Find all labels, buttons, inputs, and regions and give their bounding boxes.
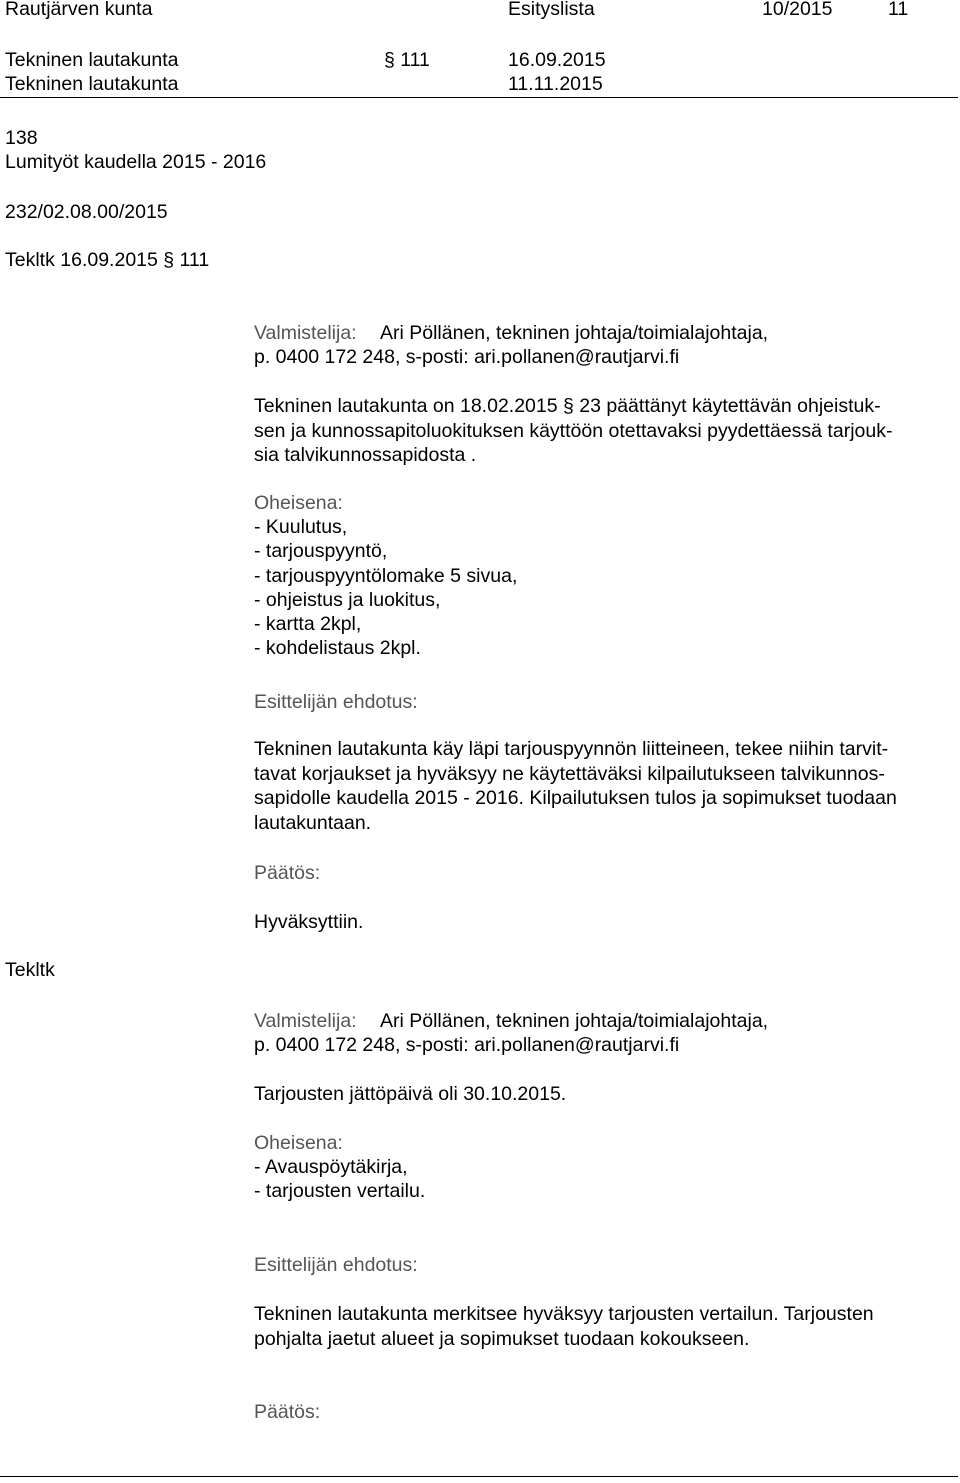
proposal-line: sapidolle kaudella 2015 - 2016. Kilpailutuksen tulos ja sopimukset tuodaan bbox=[254, 787, 897, 809]
committee-label: Tekltk bbox=[5, 959, 55, 981]
attachment-item: - tarjouspyyntölomake 5 sivua, bbox=[254, 564, 518, 587]
attachment-item: - kartta 2kpl, bbox=[254, 613, 362, 636]
history-body-1: Tekninen lautakunta bbox=[5, 49, 179, 71]
attachment-item: - tarjouspyyntö, bbox=[254, 540, 388, 563]
record-id: 232/02.08.00/2015 bbox=[5, 201, 168, 223]
header-divider bbox=[0, 97, 958, 98]
attachments-label-2: Oheisena: bbox=[254, 1132, 343, 1154]
attachment-item: - ohjeistus ja luokitus, bbox=[254, 588, 441, 611]
background-line: sen ja kunnossapitoluokituksen käyttöön otettavaksi pyydettäessä tarjouk- bbox=[254, 419, 893, 442]
proposal-line: tavat korjaukset ja hyväksyy ne käytettäväksi kilpailutukseen talvikunnos- bbox=[254, 762, 885, 785]
preparer-line-1: Ari Pöllänen, tekninen johtaja/toimialajohtaja, bbox=[380, 322, 769, 344]
history-date-1: 16.09.2015 bbox=[508, 49, 606, 71]
municipality-name: Rautjärven kunta bbox=[5, 0, 153, 20]
decision-text-1: Hyväksyttiin. bbox=[254, 911, 364, 933]
decision-label-1: Päätös: bbox=[254, 862, 321, 884]
document-number: 10/2015 bbox=[762, 0, 833, 20]
proposal-line: pohjalta jaetut alueet ja sopimukset tuodaan kokoukseen. bbox=[254, 1327, 750, 1350]
proposal-line: Tekninen lautakunta käy läpi tarjouspyynnön liitteineen, tekee niihin tarvit- bbox=[254, 738, 889, 760]
preparer-label-1: Valmistelija: bbox=[254, 322, 357, 344]
attachments-label-1: Oheisena: bbox=[254, 492, 343, 514]
attachments-list-2 bbox=[254, 1155, 425, 1204]
page-number: 11 bbox=[888, 0, 909, 20]
proposal-paragraph-1 bbox=[254, 737, 954, 835]
proposal-paragraph-2 bbox=[254, 1302, 954, 1351]
item-number: 138 bbox=[5, 127, 38, 149]
background-line: Tekninen lautakunta on 18.02.2015 § 23 päättänyt käytettävän ohjeistuk- bbox=[254, 395, 881, 417]
proposal-label-2: Esittelijän ehdotus: bbox=[254, 1254, 418, 1276]
attachment-item: - kohdelistaus 2kpl. bbox=[254, 637, 421, 660]
proposal-line: lautakuntaan. bbox=[254, 811, 372, 834]
history-date-2: 11.11.2015 bbox=[508, 73, 603, 95]
history-section-1: § 111 bbox=[384, 49, 430, 71]
footer-divider bbox=[0, 1476, 958, 1477]
attachments-list-1 bbox=[254, 515, 517, 661]
preparer-contact-1: p. 0400 172 248, s-posti: ari.pollanen@rautjarvi.fi bbox=[254, 346, 680, 368]
attachment-item: - Kuulutus, bbox=[254, 516, 348, 538]
proposal-label-1: Esittelijän ehdotus: bbox=[254, 691, 418, 713]
previous-reference: Tekltk 16.09.2015 § 111 bbox=[5, 249, 210, 271]
item-title: Lumityöt kaudella 2015 - 2016 bbox=[5, 151, 267, 173]
attachment-item: - Avauspöytäkirja, bbox=[254, 1156, 408, 1178]
background-paragraph bbox=[254, 394, 954, 468]
background-line: sia talvikunnossapidosta . bbox=[254, 444, 477, 466]
proposal-line: Tekninen lautakunta merkitsee hyväksyy tarjousten vertailun. Tarjousten bbox=[254, 1303, 874, 1325]
preparer-contact-2: p. 0400 172 248, s-posti: ari.pollanen@rautjarvi.fi bbox=[254, 1034, 680, 1056]
preparer-label-2: Valmistelija: bbox=[254, 1010, 357, 1032]
preparer-line-2: Ari Pöllänen, tekninen johtaja/toimialajohtaja, bbox=[380, 1010, 769, 1032]
attachment-item: - tarjousten vertailu. bbox=[254, 1180, 426, 1203]
document-type: Esityslista bbox=[508, 0, 595, 20]
history-body-2: Tekninen lautakunta bbox=[5, 73, 179, 95]
bid-deadline: Tarjousten jättöpäivä oli 30.10.2015. bbox=[254, 1083, 567, 1105]
decision-label-2: Päätös: bbox=[254, 1401, 321, 1423]
